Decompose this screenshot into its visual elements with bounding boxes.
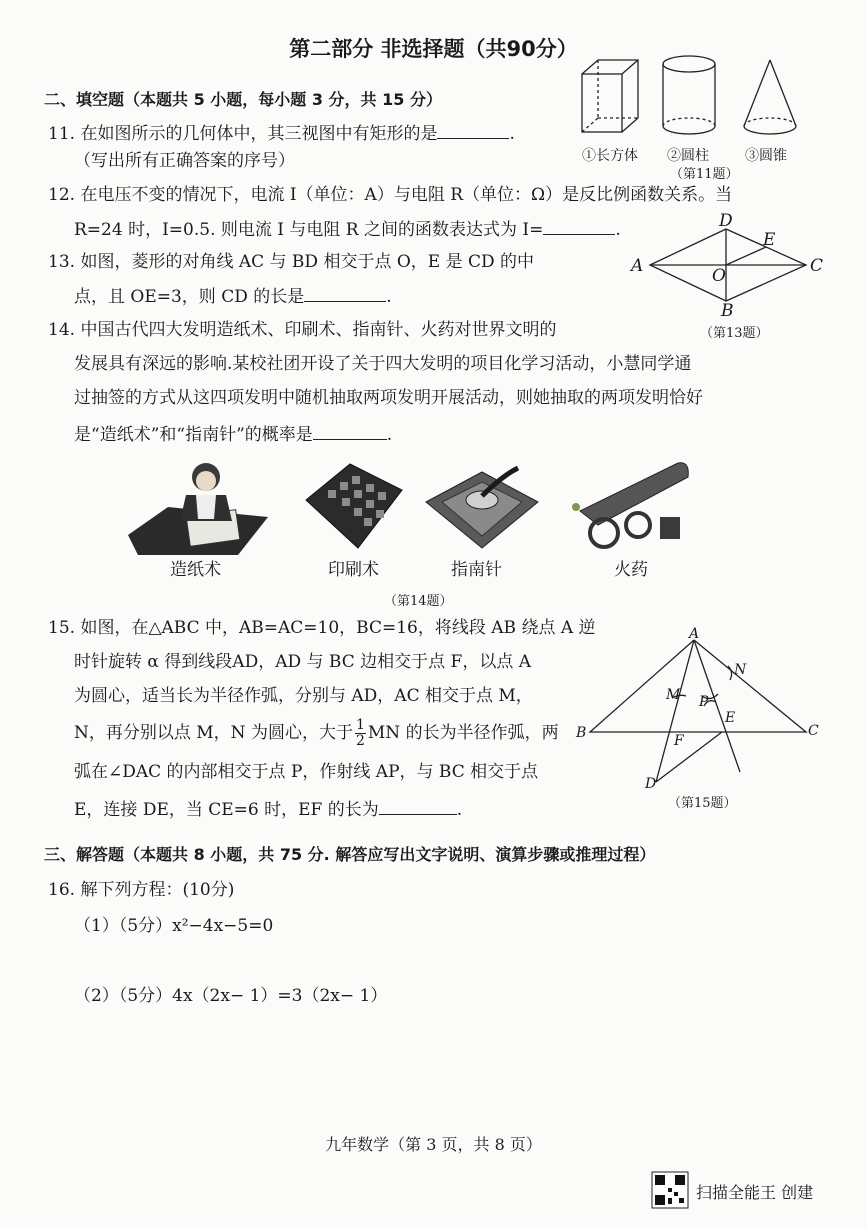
q15-line1: 15. 如图，在△ABC 中，AB=AC=10，BC=16，将线段 AB 绕点 A 逆 — [48, 618, 596, 638]
q13-rhombus-figure — [640, 225, 810, 305]
q15-line2: 时针旋转 α 得到线段AD，AD 与 BC 边相交于点 F，以点 A — [74, 652, 532, 672]
q14-label-compass: 指南针 — [451, 560, 502, 580]
q14-line3: 过抽签的方式从这四项发明中随机抽取两项发明开展活动，则她抽取的两项发明恰好 — [74, 388, 703, 408]
q13-point-e: E — [763, 230, 776, 250]
q11-caption: （第11题） — [670, 167, 739, 182]
q14-label-printing: 印刷术 — [328, 560, 379, 580]
q15-point-f: F — [674, 733, 684, 749]
q12-line2: R=24 时，I=0.5. 则电流 I 与电阻 R 之间的函数表达式为 I= . — [74, 216, 621, 242]
qr-code-icon — [652, 1172, 688, 1208]
q12-answer-blank[interactable] — [543, 216, 615, 235]
q14-label-papermaking: 造纸术 — [170, 560, 221, 580]
q14-line4: 是“造纸术”和“指南针”的概率是 . — [74, 421, 392, 447]
q11-label-1: ①长方体 — [582, 148, 638, 164]
q16-part2: （2）（5分）4x（2x− 1）=3（2x− 1） — [74, 986, 388, 1006]
page-title: 第二部分 非选择题（共90分） — [289, 37, 578, 61]
section2-heading: 二、填空题（本题共 5 小题，每小题 3 分，共 15 分） — [44, 90, 442, 109]
q14-answer-blank[interactable] — [313, 421, 387, 440]
q11-note: （写出所有正确答案的序号） — [74, 151, 295, 171]
q15-caption: （第15题） — [668, 796, 737, 811]
q13-point-c: C — [810, 256, 824, 276]
cuboid-figure — [582, 60, 638, 132]
q15-point-d: D — [645, 776, 657, 792]
q13-line1: 13. 如图，菱形的对角线 AC 与 BD 相交于点 O，E 是 CD 的中 — [48, 252, 535, 272]
page-footer: 九年数学（第 3 页，共 8 页） — [325, 1135, 542, 1154]
one-half-fraction: $\frac{1}{2}$ — [355, 717, 365, 749]
cylinder-figure — [663, 56, 715, 134]
q16-part1: （1）（5分）x²−4x−5=0 — [74, 916, 274, 936]
q15-triangle-figure — [590, 636, 810, 786]
q15-line3: 为圆心，适当长为半径作弧，分别与 AD，AC 相交于点 M， — [74, 686, 533, 706]
q15-line4: N，再分别以点 M，N 为圆心，大于 $\frac{1}{2}$ MN 的长为半径作弧，两 — [74, 717, 559, 749]
q14-caption: （第14题） — [384, 594, 453, 609]
q15-point-m: M — [666, 687, 681, 703]
q15-point-n: N — [734, 662, 747, 678]
q16-text: 16. 解下列方程：(10分) — [48, 880, 235, 900]
q11-solids-figure — [578, 54, 808, 142]
section3-heading: 三、解答题（本题共 8 小题，共 75 分. 解答应写出文字说明、演算步骤或推理过程） — [44, 845, 656, 864]
q15-line6: E，连接 DE，当 CE=6 时，EF 的长为 . — [74, 796, 462, 822]
papermaking-image — [128, 455, 268, 555]
scanner-watermark: 扫描全能王 创建 — [696, 1183, 814, 1202]
q14-line2: 发展具有深远的影响.某校社团开设了关于四大发明的项目化学习活动，小慧同学通 — [74, 354, 692, 374]
q15-point-a: A — [689, 626, 700, 642]
q15-answer-blank[interactable] — [379, 796, 457, 815]
q11-text: 11. 在如图所示的几何体中，其三视图中有矩形的是 . — [48, 120, 515, 146]
q13-point-o: O — [712, 266, 726, 286]
printing-image — [298, 460, 408, 552]
q11-label-3: ③圆锥 — [745, 148, 787, 164]
q14-label-gunpowder: 火药 — [614, 560, 648, 580]
cone-figure — [744, 60, 796, 134]
q15-point-b: B — [576, 725, 587, 741]
q11-answer-blank[interactable] — [437, 120, 509, 139]
q13-caption: （第13题） — [700, 326, 769, 341]
q15-point-e: E — [725, 710, 736, 726]
gunpowder-image — [568, 455, 696, 555]
q13-point-b: B — [721, 301, 734, 321]
q13-answer-blank[interactable] — [304, 283, 386, 302]
q13-line2: 点，且 OE=3，则 CD 的长是 . — [74, 283, 392, 309]
q13-point-d: D — [719, 211, 733, 231]
q15-point-c: C — [808, 723, 819, 739]
q12-line1: 12. 在电压不变的情况下，电流 I（单位：A）与电阻 R（单位：Ω）是反比例函数关系。当 — [48, 185, 733, 205]
compass-image — [422, 458, 542, 554]
q11-label-2: ②圆柱 — [667, 148, 709, 164]
q14-line1: 14. 中国古代四大发明造纸术、印刷术、指南针、火药对世界文明的 — [48, 320, 557, 340]
q15-line5: 弧在∠DAC 的内部相交于点 P，作射线 AP，与 BC 相交于点 — [74, 762, 539, 782]
q15-point-p: P — [699, 694, 709, 710]
q13-point-a: A — [631, 256, 644, 276]
